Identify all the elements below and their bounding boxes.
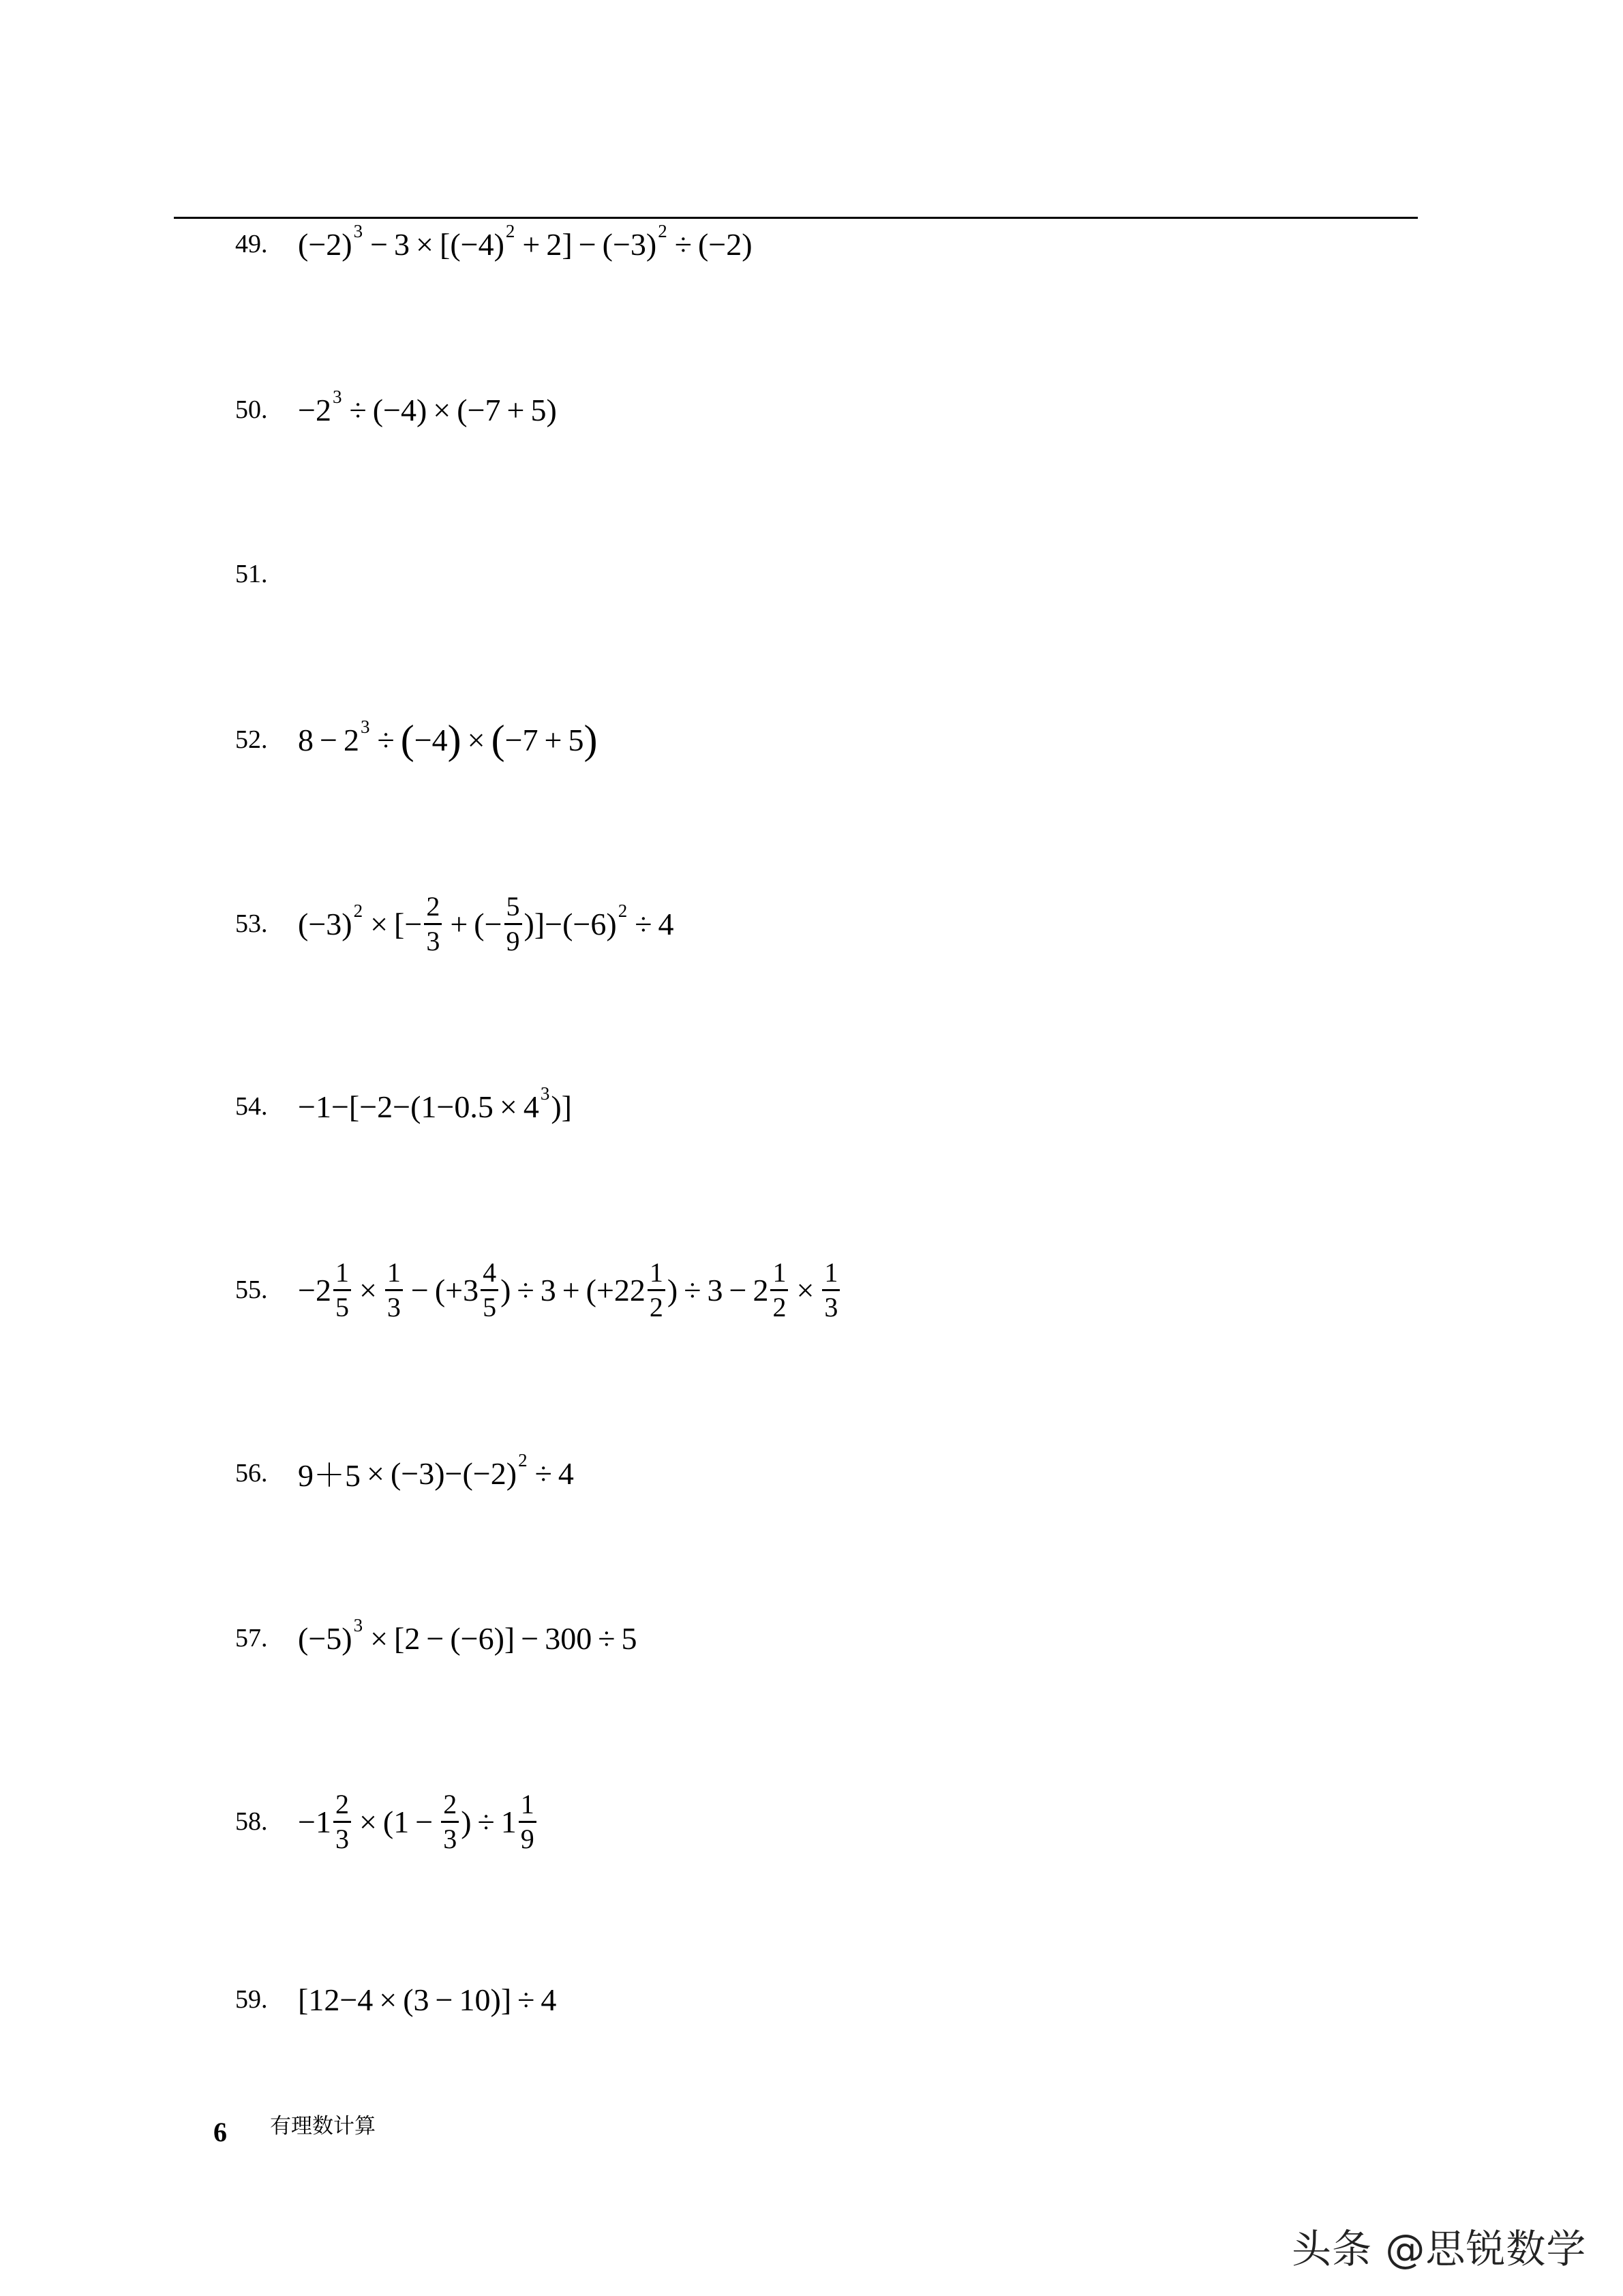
fraction: $\frac{2}{3}$	[441, 1791, 459, 1853]
problem-number: 57.	[235, 1624, 268, 1652]
problem-51	[235, 533, 298, 615]
problem-number: 50.	[235, 395, 268, 424]
fraction: $\frac{1}{3}$	[385, 1259, 403, 1321]
problem-52	[235, 699, 597, 781]
problem-expression: (−3) $^2$ × [− $\frac{2}{3}$ + (− $\frac{5}{9}$ )]−(−6) $^2$ ÷ 4	[298, 890, 674, 956]
problem-55	[235, 1249, 842, 1331]
problem-number: 55.	[235, 1275, 268, 1304]
problem-57	[235, 1597, 637, 1679]
problem-50	[235, 369, 557, 451]
watermark: 头条 @思锐数学	[1292, 2226, 1587, 2272]
problem-expression: (−5) $^3$ × [2 − (−6)] − 300 ÷ 5	[298, 1614, 637, 1656]
problem-58	[235, 1781, 539, 1862]
problem-59	[235, 1959, 556, 2040]
fraction: $\frac{2}{3}$	[424, 893, 442, 955]
problem-number: 54.	[235, 1092, 268, 1121]
fraction: $\frac{2}{3}$	[333, 1791, 351, 1853]
problem-number: 59.	[235, 1985, 268, 2014]
problem-54	[235, 1066, 572, 1147]
page-number: 6	[213, 2117, 227, 2147]
footer-title: 有理数计算	[270, 2114, 376, 2139]
problem-expression: −1−[−2−(1−0.5 × 4 $^3$ )]	[298, 1083, 572, 1124]
fraction: $\frac{1}{9}$	[519, 1791, 536, 1853]
problem-expression: 8 − 2 $^3$ ÷ ( −4 ) × ( −7 + 5 )	[298, 716, 598, 762]
problem-expression: −1 $\frac{2}{3}$ × (1 − $\frac{2}{3}$ ) ÷ 1 $\frac{1}{9}$	[298, 1791, 539, 1853]
fraction: $\frac{5}{9}$	[504, 893, 522, 955]
problem-expression: 9＋5 × (−3)−(−2) $^2$ ÷ 4	[298, 1449, 574, 1493]
fraction: $\frac{1}{5}$	[333, 1259, 351, 1321]
problem-expression: −2 $^3$ ÷ (−4) × (−7 + 5)	[298, 386, 557, 427]
problem-number: 52.	[235, 725, 268, 754]
problem-number: 51.	[235, 560, 268, 588]
fraction: $\frac{1}{2}$	[648, 1259, 665, 1321]
problem-number: 56.	[235, 1459, 268, 1487]
problem-expression: (−2) $^3$ − 3 × [(−4) $^2$ + 2] − (−3) $^2$ ÷ (−2)	[298, 220, 753, 262]
problem-expression: [12−4 × (3 − 10)] ÷ 4	[298, 1982, 557, 2017]
fraction: $\frac{1}{3}$	[822, 1259, 840, 1321]
problem-expression: −2 $\frac{1}{5}$ × $\frac{1}{3}$ − (+3 $\frac{4}{5}$ ) ÷ 3 + (+22 $\frac{1}{2}$ ) ÷ 3 − 2 $\frac{1}{2}$ × $\frac{1}{3}$	[298, 1259, 842, 1321]
problem-53	[235, 883, 673, 965]
problem-56	[235, 1432, 574, 1514]
problem-49	[235, 203, 753, 285]
fraction: $\frac{4}{5}$	[481, 1259, 498, 1321]
problem-number: 53.	[235, 909, 268, 938]
problem-number: 58.	[235, 1807, 268, 1836]
fraction: $\frac{1}{2}$	[770, 1259, 788, 1321]
problem-number: 49.	[235, 230, 268, 258]
